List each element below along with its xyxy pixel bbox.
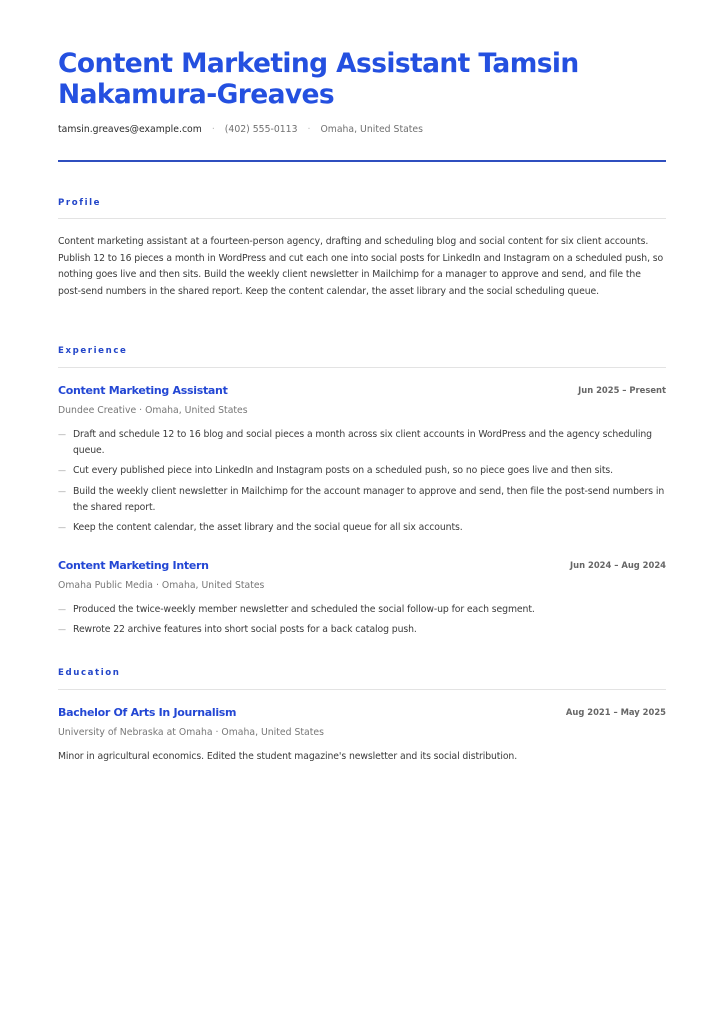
resume-name-heading: Content Marketing Assistant Tamsin Nakamura-Greaves [58,48,579,110]
section-divider [58,367,666,368]
job-bullet-list [58,427,666,540]
contact-separator: · [307,124,311,135]
education-degree: Bachelor Of Arts In Journalism [58,706,237,719]
section-divider [58,218,666,219]
job-title: Content Marketing Assistant [58,384,228,397]
job-dates: Jun 2024 – Aug 2024 [570,560,666,570]
education-school: University of Nebraska at Omaha · Omaha, United States [58,727,324,738]
section-divider [58,689,666,690]
contact-phone: (402) 555-0113 [224,124,298,135]
job-bullet: — Keep the content calendar, the asset library and the social queue for all six accounts. [58,520,666,536]
education-note: Minor in agricultural economics. Edited the student magazine's newsletter and its social distribution. [58,751,518,762]
job-header [58,559,666,573]
profile-text: Content marketing assistant at a fourteen-person agency, drafting and scheduling blog and social content for six client accounts. Publish 12 to 16 pieces a month in WordPress and cut each one into social posts for LinkedIn and Instagram on a scheduled push, so nothing goes live and then sits. Build the weekly client newsletter in Mailchimp for a manager to approve and send, and file the post-send numbers in the shared report. Keep the content calendar, the asset library and the social scheduling queue. [58,236,664,297]
contact-email[interactable]: tamsin.greaves@example.com [58,124,202,135]
job-bullet: — Draft and schedule 12 to 16 blog and social pieces a month across six client accounts in WordPress and the agency scheduling queue. [58,427,666,459]
job-dates: Jun 2025 – Present [578,385,666,395]
job-bullet: — Cut every published piece into LinkedIn and Instagram posts on a scheduled push, so no piece goes live and then sits. [58,463,666,479]
section-title-experience: Experience [58,346,128,356]
contact-separator: · [211,124,215,135]
job-organization: Omaha Public Media · Omaha, United States [58,580,265,591]
job-bullet-list [58,602,666,642]
job-bullet: — Build the weekly client newsletter in Mailchimp for the account manager to approve and send, then file the post-send numbers in the shared report. [58,484,666,516]
contact-line [58,124,666,136]
job-bullet: — Rewrote 22 archive features into short social posts for a back catalog push. [58,622,666,638]
job-header [58,384,666,398]
education-dates: Aug 2021 – May 2025 [565,707,666,717]
section-title-education: Education [58,668,121,678]
education-header [58,706,666,720]
job-organization: Dundee Creative · Omaha, United States [58,405,248,416]
section-title-profile: Profile [58,198,102,208]
contact-location: Omaha, United States [320,124,423,135]
job-bullet: — Produced the twice-weekly member newsletter and scheduled the social follow-up for each segment. [58,602,666,618]
header-divider [58,160,666,162]
job-title: Content Marketing Intern [58,559,209,572]
